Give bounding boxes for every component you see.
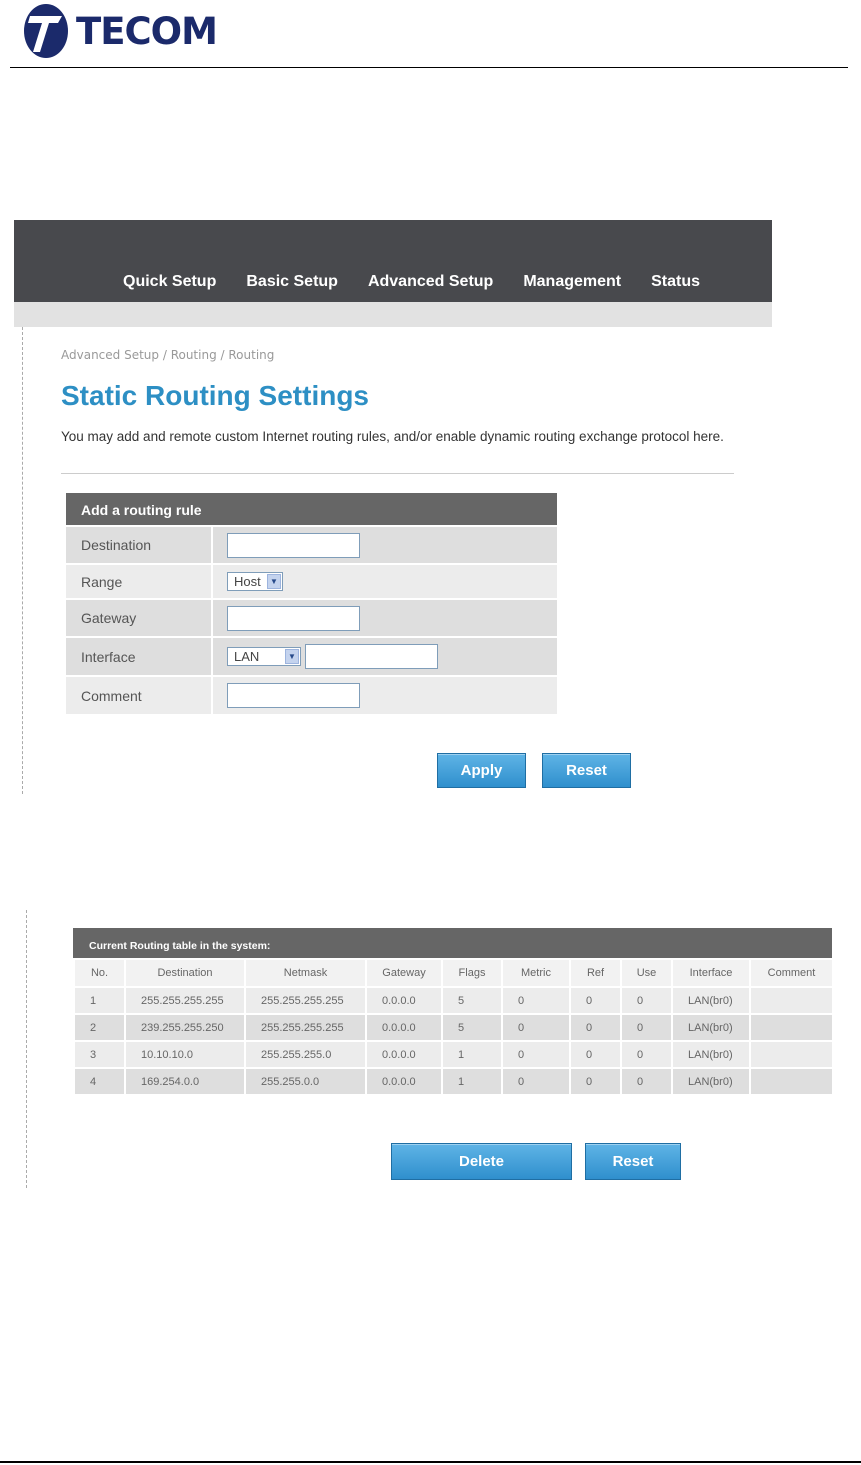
- cell-destination: 169.254.0.0: [125, 1068, 245, 1095]
- cell-comment: [750, 1041, 833, 1068]
- cell-interface: LAN(br0): [672, 987, 750, 1014]
- cell-comment: [750, 987, 833, 1014]
- range-label: Range: [81, 573, 123, 590]
- destination-row: [66, 525, 557, 563]
- cell-gateway: 0.0.0.0: [366, 987, 442, 1014]
- interface-extra-input[interactable]: [305, 644, 438, 669]
- cell-no: 2: [74, 1014, 125, 1041]
- column-header: Gateway: [366, 959, 442, 987]
- table-row[interactable]: [74, 1014, 833, 1041]
- cell-metric: 0: [502, 1068, 570, 1095]
- page-title: Static Routing Settings: [61, 380, 369, 411]
- range-selected-value: Host: [234, 574, 261, 589]
- cell-destination: 10.10.10.0: [125, 1041, 245, 1068]
- nav-basic-setup[interactable]: Basic Setup: [246, 273, 338, 290]
- range-select[interactable]: [227, 572, 283, 591]
- breadcrumb: Advanced Setup / Routing / Routing: [61, 348, 275, 362]
- cell-flags: 1: [442, 1068, 502, 1095]
- cell-use: 0: [621, 1068, 672, 1095]
- cell-ref: 0: [570, 1068, 621, 1095]
- sub-navigation-bar: [14, 302, 772, 327]
- cell-flags: 1: [442, 1041, 502, 1068]
- routing-table: [73, 958, 834, 1096]
- tecom-logo-icon: [22, 2, 70, 60]
- table-row[interactable]: [74, 1041, 833, 1068]
- cell-interface: LAN(br0): [672, 1041, 750, 1068]
- panel-header: Add a routing rule: [66, 493, 557, 525]
- cell-destination: 255.255.255.255: [125, 987, 245, 1014]
- interface-label: Interface: [81, 648, 136, 665]
- gateway-label: Gateway: [81, 610, 137, 626]
- cell-no: 1: [74, 987, 125, 1014]
- destination-label: Destination: [81, 537, 152, 553]
- column-header: Use: [621, 959, 672, 987]
- cell-ref: 0: [570, 987, 621, 1014]
- table-section-border: [26, 910, 27, 1188]
- table-header-row: [74, 959, 833, 987]
- cell-metric: 0: [502, 1014, 570, 1041]
- cell-destination: 239.255.255.250: [125, 1014, 245, 1041]
- gateway-input[interactable]: [227, 606, 360, 631]
- cell-interface: LAN(br0): [672, 1068, 750, 1095]
- cell-gateway: 0.0.0.0: [366, 1014, 442, 1041]
- cell-netmask: 255.255.255.0: [245, 1041, 366, 1068]
- gateway-row: [66, 598, 557, 636]
- add-routing-rule-panel: [66, 493, 557, 714]
- footer-divider: [0, 1461, 861, 1463]
- delete-button[interactable]: Delete: [391, 1143, 572, 1180]
- column-header: Netmask: [245, 959, 366, 987]
- column-header: Metric: [502, 959, 570, 987]
- table-row[interactable]: [74, 987, 833, 1014]
- tecom-logo: [22, 2, 217, 60]
- title-divider: [61, 473, 734, 474]
- cell-ref: 0: [570, 1014, 621, 1041]
- cell-comment: [750, 1068, 833, 1095]
- column-header: Interface: [672, 959, 750, 987]
- destination-input[interactable]: [227, 533, 360, 558]
- top-navigation: [14, 220, 772, 302]
- column-header: Flags: [442, 959, 502, 987]
- cell-gateway: 0.0.0.0: [366, 1068, 442, 1095]
- cell-metric: 0: [502, 1041, 570, 1068]
- routing-table-header: Current Routing table in the system:: [73, 928, 832, 958]
- cell-metric: 0: [502, 987, 570, 1014]
- comment-row: [66, 675, 557, 714]
- cell-use: 0: [621, 1041, 672, 1068]
- nav-quick-setup[interactable]: Quick Setup: [123, 273, 217, 290]
- column-header: Destination: [125, 959, 245, 987]
- cell-use: 0: [621, 1014, 672, 1041]
- interface-select[interactable]: [227, 647, 301, 666]
- column-header: Ref: [570, 959, 621, 987]
- cell-no: 4: [74, 1068, 125, 1095]
- cell-use: 0: [621, 987, 672, 1014]
- range-row: [66, 563, 557, 598]
- nav-management[interactable]: Management: [523, 273, 622, 290]
- routing-table-panel: [73, 928, 832, 1096]
- cell-no: 3: [74, 1041, 125, 1068]
- comment-input[interactable]: [227, 683, 360, 708]
- table-row[interactable]: [74, 1068, 833, 1095]
- interface-selected-value: LAN: [234, 649, 260, 664]
- cell-ref: 0: [570, 1041, 621, 1068]
- comment-label: Comment: [81, 687, 142, 704]
- cell-gateway: 0.0.0.0: [366, 1041, 442, 1068]
- apply-button[interactable]: Apply: [437, 753, 526, 788]
- cell-interface: LAN(br0): [672, 1014, 750, 1041]
- cell-netmask: 255.255.0.0: [245, 1068, 366, 1095]
- cell-flags: 5: [442, 987, 502, 1014]
- chevron-down-icon: ▼: [267, 574, 281, 589]
- cell-netmask: 255.255.255.255: [245, 1014, 366, 1041]
- column-header: Comment: [750, 959, 833, 987]
- nav-status[interactable]: Status: [651, 273, 701, 290]
- chevron-down-icon: ▼: [285, 649, 299, 664]
- brand-name: TECOM: [76, 9, 217, 53]
- header-divider: [10, 67, 848, 68]
- reset-table-button[interactable]: Reset: [585, 1143, 681, 1180]
- nav-advanced-setup[interactable]: Advanced Setup: [367, 273, 494, 290]
- interface-row: [66, 636, 557, 675]
- cell-flags: 5: [442, 1014, 502, 1041]
- content-border: [22, 327, 23, 794]
- cell-comment: [750, 1014, 833, 1041]
- column-header: No.: [74, 959, 125, 987]
- page-description: You may add and remote custom Internet routing rules, and/or enable dynamic routing exchange protocol here.: [61, 429, 724, 444]
- cell-netmask: 255.255.255.255: [245, 987, 366, 1014]
- reset-rule-button[interactable]: Reset: [542, 753, 631, 788]
